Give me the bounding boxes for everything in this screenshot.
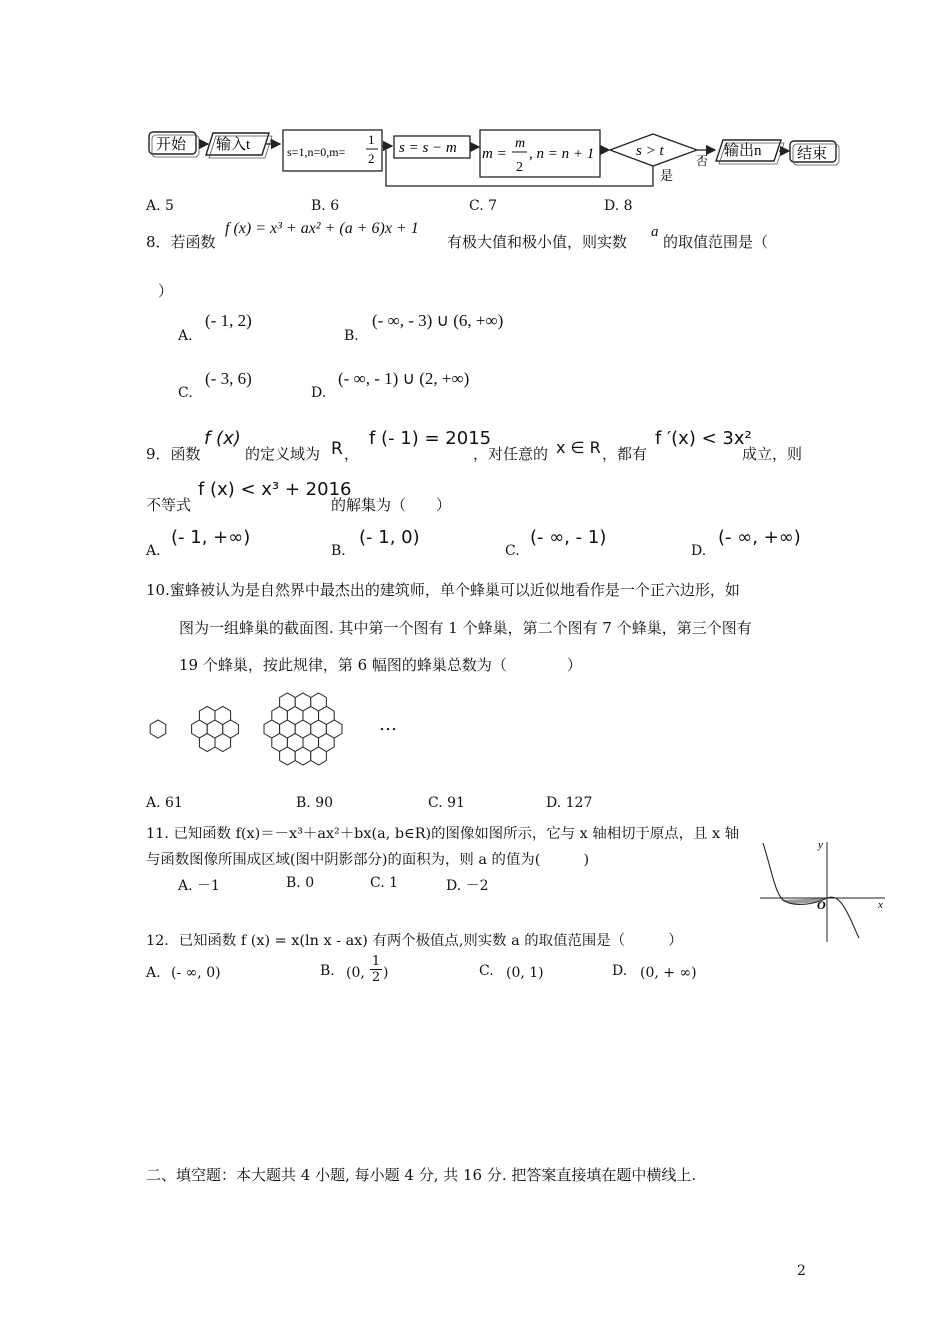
q12-option-b-den: 2 [371,970,381,985]
q12-option-d-value: (0, + ∞) [640,965,697,981]
q10-option-c: C. 91 [428,795,465,811]
q12-line: 12．已知函数 f (x) = x(ln x - ax) 有两个极值点,则实数 a 的取值范围是（ ） [146,933,683,949]
q9-inequality: f ′(x) < 3x² [655,428,752,449]
q8-option-b-value: (- ∞, - 3) ∪ (6, +∞) [372,311,504,330]
q9-domain-text: 的定义域为 [245,445,321,463]
q10-ellipsis: … [379,714,397,735]
q8-option-c-label: C. [178,385,193,401]
q9-option-c-label: C. [505,543,520,559]
flow-output-text: 输出n [724,143,762,159]
flow-input-box [206,133,272,158]
q9-line2-suffix: 的解集为（ ） [331,496,452,514]
flowchart [0,0,950,200]
q9-option-a-value: (- 1, +∞) [171,527,251,548]
flow-end-box [790,141,839,165]
flow-yes-label: 是 [660,168,674,183]
flow-init-text: s=1,n=0,m= [287,145,346,159]
q11-curve [763,843,859,938]
q11-x-label: x [878,899,883,911]
q8-prefix: 8．若函数 [146,233,216,251]
q9-R1: R [331,439,343,459]
q12-option-a-value: (- ∞, 0) [171,965,221,981]
section2-heading: 二、填空题：本大题共 4 小题, 每小题 4 分, 共 16 分. 把答案直接填在题中横线上. [146,1166,697,1184]
q10-option-d: D. 127 [546,795,593,811]
q11-y-label: y [818,839,823,851]
hexagon-cell-fig2 [223,720,239,738]
q11-origin-label: O [817,898,826,912]
q8-tail: 的取值范围是（ [663,233,769,251]
q9-t3: ，都有 [602,445,648,463]
q11-option-a: A. －1 [178,878,220,894]
q8-option-d-label: D. [311,385,327,401]
q11-option-b: B. 0 [286,875,315,891]
q11-line1: 11. 已知函数 f(x)＝－x³＋ax²＋bx(a, b∈R)的图像如图所示，它与 x 轴相切于原点，且 x 轴 [146,826,740,842]
q10-line1: 10.蜜蜂被认为是自然界中最杰出的建筑师，单个蜂巢可以近似地看作是一个正六边形，如 [146,581,740,599]
q8-suffix: 有极大值和极小值，则实数 [447,233,628,251]
q11-option-d: D. －2 [446,878,489,894]
q9-option-d-value: (- ∞, +∞) [718,527,801,548]
q11-line2: 与函数图像所围成区域(图中阴影部分)的面积为，则 a 的值为( ) [146,852,590,868]
q12-option-b-fraction [370,954,382,985]
q12-option-d-label: D. [612,963,628,979]
flow-init-box [283,130,382,171]
q9-x-in-R: x ∈ R [556,438,601,457]
q9-option-b-value: (- 1, 0) [359,527,420,548]
q11-function-graph [757,838,892,943]
q12-option-b-prefix: (0, [346,965,365,981]
q10-option-b: B. 90 [296,795,334,811]
q12-option-c-value: (0, 1) [506,965,544,981]
q9-t4: 成立，则 [742,445,803,463]
flow-condition-diamond [610,134,697,166]
flow-update-s-text: s = s − m [399,140,457,156]
q9-option-c-value: (- ∞, - 1) [530,527,607,548]
flow-update-n-text: , n = n + 1 [529,146,595,162]
q12-option-b-label: B. [320,963,335,979]
q9-line2-inequality: f (x) < x³ + 2016 [198,479,352,500]
q9-option-a-label: A. [146,543,161,559]
flow-input-text: 输入t [216,137,251,153]
q8-option-a-value: (- 1, 2) [205,311,252,330]
flow-update-s-box [394,136,470,158]
q9-t2: ，对任意的 [473,445,549,463]
flow-update-m-prefix: m = [482,146,507,162]
q7-option-c: C. 7 [469,198,498,214]
flow-init-den: 2 [368,151,375,166]
q11-option-c: C. 1 [370,875,399,891]
q8-option-b-label: B. [344,328,359,344]
q9-prefix: 9．函数 [146,445,201,463]
flow-condition-text: s > t [636,143,664,159]
q8-close: ） [158,282,174,300]
flow-update-m-den: 2 [516,160,523,175]
q7-option-a: A. 5 [146,198,174,214]
q9-option-d-label: D. [691,543,707,559]
flow-start-box [149,132,199,157]
q9-line2-prefix: 不等式 [146,496,192,514]
flow-no-label: 否 [696,154,709,168]
hexagon-cell-fig3 [326,720,342,738]
q9-fval: f (- 1) = 2015 [369,428,492,449]
q7-option-b: B. 6 [311,198,340,214]
q9-option-b-label: B. [331,543,346,559]
q8-expression: f (x) = x³ + ax² + (a + 6)x + 1 [225,220,419,237]
q9-comma: ， [344,445,360,463]
flow-update-m-num: m [515,136,526,151]
q10-line3: 19 个蜂巢，按此规律，第 6 幅图的蜂巢总数为（ ） [179,656,582,674]
q9-fx: f (x) [204,428,241,449]
q8-option-c-value: (- 3, 6) [205,369,252,388]
flow-update-m-box [480,130,600,177]
q10-option-a: A. 61 [146,795,183,811]
q7-option-d: D. 8 [604,198,633,214]
flow-start-text: 开始 [156,137,187,153]
q8-option-a-label: A. [178,328,193,344]
q12-option-a-label: A. [146,965,161,981]
hexagon-cell-fig1 [150,720,166,738]
q12-option-b-num: 1 [371,954,381,969]
q8-option-d-value: (- ∞, - 1) ∪ (2, +∞) [338,369,470,388]
flow-init-num: 1 [368,132,375,147]
q10-line2: 图为一组蜂巢的截面图. 其中第一个图有 1 个蜂巢，第二个图有 7 个蜂巢，第三个图有 [179,619,752,637]
flow-output-box [716,140,784,164]
q12-option-c-label: C. [479,963,494,979]
q8-var: a [651,224,659,240]
page-number: 2 [797,1263,806,1279]
q12-option-b-suffix: ) [383,965,389,981]
flow-end-text: 结束 [797,146,828,162]
